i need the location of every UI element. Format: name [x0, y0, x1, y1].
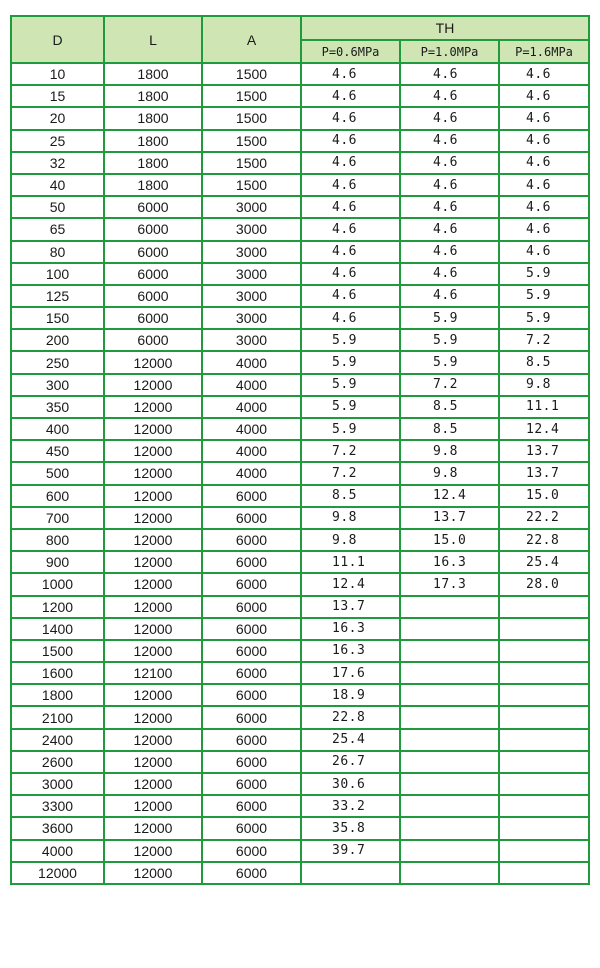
cell-th-1-0: 5.9: [400, 351, 499, 373]
cell-a: 3000: [202, 307, 301, 329]
cell-l: 12000: [104, 795, 202, 817]
cell-l: 12000: [104, 551, 202, 573]
cell-a: 6000: [202, 507, 301, 529]
cell-l: 1800: [104, 63, 202, 85]
cell-th-1-0: 5.9: [400, 329, 499, 351]
cell-a: 3000: [202, 263, 301, 285]
cell-l: 12000: [104, 640, 202, 662]
cell-th-0-6: 4.6: [301, 263, 400, 285]
header-a: A: [202, 16, 301, 63]
table-row: [11, 862, 589, 884]
table-row: [11, 218, 589, 240]
cell-d: 300: [11, 374, 104, 396]
table-row: [11, 152, 589, 174]
cell-th-0-6: 4.6: [301, 218, 400, 240]
cell-th-1-6: 5.9: [499, 307, 589, 329]
cell-th-0-6: 17.6: [301, 662, 400, 684]
cell-th-1-0: [400, 840, 499, 862]
cell-d: 450: [11, 440, 104, 462]
cell-a: 4000: [202, 396, 301, 418]
cell-a: 6000: [202, 551, 301, 573]
cell-th-1-0: [400, 684, 499, 706]
cell-th-1-6: 15.0: [499, 485, 589, 507]
table-row: [11, 729, 589, 751]
cell-th-1-6: 4.6: [499, 85, 589, 107]
cell-th-0-6: 4.6: [301, 285, 400, 307]
cell-d: 32: [11, 152, 104, 174]
header-l: L: [104, 16, 202, 63]
cell-d: 12000: [11, 862, 104, 884]
cell-d: 15: [11, 85, 104, 107]
cell-th-1-0: [400, 618, 499, 640]
cell-th-1-0: 5.9: [400, 307, 499, 329]
table-row: [11, 440, 589, 462]
cell-d: 1800: [11, 684, 104, 706]
table-row: [11, 573, 589, 595]
cell-l: 6000: [104, 263, 202, 285]
cell-l: 12000: [104, 418, 202, 440]
cell-th-0-6: 22.8: [301, 706, 400, 728]
table-row: [11, 107, 589, 129]
table-row: [11, 196, 589, 218]
cell-a: 4000: [202, 351, 301, 373]
cell-th-0-6: 13.7: [301, 596, 400, 618]
cell-d: 100: [11, 263, 104, 285]
cell-l: 6000: [104, 285, 202, 307]
cell-th-1-6: [499, 662, 589, 684]
cell-d: 50: [11, 196, 104, 218]
table-row: [11, 351, 589, 373]
cell-l: 12000: [104, 351, 202, 373]
cell-a: 6000: [202, 618, 301, 640]
cell-th-1-0: 4.6: [400, 241, 499, 263]
cell-th-0-6: 30.6: [301, 773, 400, 795]
cell-l: 12000: [104, 773, 202, 795]
cell-l: 12000: [104, 396, 202, 418]
cell-l: 12000: [104, 817, 202, 839]
table-row: [11, 462, 589, 484]
cell-th-1-0: 4.6: [400, 218, 499, 240]
cell-a: 1500: [202, 85, 301, 107]
cell-th-1-6: 9.8: [499, 374, 589, 396]
cell-d: 400: [11, 418, 104, 440]
cell-l: 1800: [104, 152, 202, 174]
header-pressure-1-6: P=1.6MPa: [499, 40, 589, 63]
cell-a: 3000: [202, 285, 301, 307]
table-row: [11, 507, 589, 529]
cell-th-0-6: 4.6: [301, 174, 400, 196]
cell-th-1-6: 4.6: [499, 107, 589, 129]
cell-a: 6000: [202, 485, 301, 507]
cell-th-1-0: [400, 751, 499, 773]
cell-th-0-6: 5.9: [301, 418, 400, 440]
cell-th-0-6: 7.2: [301, 462, 400, 484]
cell-th-1-0: [400, 706, 499, 728]
cell-th-1-0: 4.6: [400, 174, 499, 196]
cell-d: 1600: [11, 662, 104, 684]
cell-d: 125: [11, 285, 104, 307]
cell-d: 2100: [11, 706, 104, 728]
cell-a: 6000: [202, 662, 301, 684]
cell-th-1-0: 12.4: [400, 485, 499, 507]
cell-d: 600: [11, 485, 104, 507]
table-row: [11, 751, 589, 773]
cell-th-0-6: 4.6: [301, 85, 400, 107]
table-row: [11, 684, 589, 706]
cell-a: 6000: [202, 751, 301, 773]
cell-l: 6000: [104, 241, 202, 263]
table-row: [11, 596, 589, 618]
cell-th-1-0: [400, 773, 499, 795]
cell-th-0-6: 5.9: [301, 351, 400, 373]
cell-th-0-6: 7.2: [301, 440, 400, 462]
cell-th-0-6: 8.5: [301, 485, 400, 507]
table-row: [11, 307, 589, 329]
cell-th-0-6: 4.6: [301, 152, 400, 174]
cell-th-1-0: [400, 862, 499, 884]
cell-th-0-6: 18.9: [301, 684, 400, 706]
cell-th-1-6: 4.6: [499, 152, 589, 174]
table-row: [11, 396, 589, 418]
spec-table-container: [10, 15, 590, 885]
cell-l: 12100: [104, 662, 202, 684]
cell-d: 250: [11, 351, 104, 373]
cell-th-1-6: [499, 773, 589, 795]
cell-th-0-6: 11.1: [301, 551, 400, 573]
cell-a: 6000: [202, 840, 301, 862]
cell-l: 12000: [104, 573, 202, 595]
table-row: [11, 795, 589, 817]
cell-d: 3000: [11, 773, 104, 795]
cell-th-0-6: 4.6: [301, 130, 400, 152]
cell-l: 6000: [104, 307, 202, 329]
table-row: [11, 485, 589, 507]
cell-th-1-6: [499, 596, 589, 618]
cell-a: 6000: [202, 573, 301, 595]
cell-th-0-6: 35.8: [301, 817, 400, 839]
table-row: [11, 817, 589, 839]
cell-th-1-0: 7.2: [400, 374, 499, 396]
cell-a: 4000: [202, 418, 301, 440]
cell-th-1-6: 8.5: [499, 351, 589, 373]
cell-d: 500: [11, 462, 104, 484]
cell-d: 200: [11, 329, 104, 351]
table-row: [11, 329, 589, 351]
cell-th-0-6: 16.3: [301, 618, 400, 640]
cell-th-1-6: 7.2: [499, 329, 589, 351]
cell-th-1-6: [499, 751, 589, 773]
cell-th-1-0: [400, 640, 499, 662]
cell-th-0-6: 26.7: [301, 751, 400, 773]
cell-th-1-6: 22.8: [499, 529, 589, 551]
cell-th-1-0: 4.6: [400, 85, 499, 107]
cell-l: 12000: [104, 729, 202, 751]
cell-l: 12000: [104, 751, 202, 773]
cell-a: 3000: [202, 241, 301, 263]
header-th: TH: [301, 16, 589, 40]
cell-th-1-0: 15.0: [400, 529, 499, 551]
cell-th-1-6: 4.6: [499, 130, 589, 152]
cell-th-1-6: 4.6: [499, 196, 589, 218]
header-pressure-0-6: P=0.6MPa: [301, 40, 400, 63]
cell-th-1-6: [499, 795, 589, 817]
cell-d: 800: [11, 529, 104, 551]
cell-th-1-6: [499, 706, 589, 728]
cell-d: 350: [11, 396, 104, 418]
cell-d: 2400: [11, 729, 104, 751]
cell-th-1-0: 4.6: [400, 263, 499, 285]
cell-th-0-6: 9.8: [301, 529, 400, 551]
cell-th-0-6: 5.9: [301, 374, 400, 396]
cell-d: 2600: [11, 751, 104, 773]
cell-th-1-0: 4.6: [400, 196, 499, 218]
cell-d: 3300: [11, 795, 104, 817]
cell-a: 6000: [202, 862, 301, 884]
cell-th-1-6: 5.9: [499, 263, 589, 285]
cell-th-1-6: 5.9: [499, 285, 589, 307]
cell-d: 40: [11, 174, 104, 196]
cell-a: 3000: [202, 196, 301, 218]
cell-l: 12000: [104, 596, 202, 618]
cell-d: 10: [11, 63, 104, 85]
cell-th-1-0: 17.3: [400, 573, 499, 595]
table-row: [11, 130, 589, 152]
cell-th-0-6: 12.4: [301, 573, 400, 595]
cell-l: 6000: [104, 218, 202, 240]
cell-th-1-6: [499, 840, 589, 862]
cell-th-0-6: 9.8: [301, 507, 400, 529]
cell-a: 6000: [202, 795, 301, 817]
cell-l: 1800: [104, 174, 202, 196]
cell-d: 1200: [11, 596, 104, 618]
cell-th-1-0: 8.5: [400, 418, 499, 440]
cell-d: 80: [11, 241, 104, 263]
cell-th-0-6: 5.9: [301, 329, 400, 351]
header-d: D: [11, 16, 104, 63]
cell-a: 4000: [202, 462, 301, 484]
table-row: [11, 773, 589, 795]
cell-th-1-6: [499, 618, 589, 640]
cell-th-1-6: 28.0: [499, 573, 589, 595]
cell-th-1-0: [400, 729, 499, 751]
cell-th-1-6: 11.1: [499, 396, 589, 418]
cell-th-1-0: [400, 662, 499, 684]
table-row: [11, 840, 589, 862]
cell-th-1-0: 4.6: [400, 130, 499, 152]
cell-a: 4000: [202, 374, 301, 396]
spec-table: [10, 15, 590, 885]
cell-th-1-6: 4.6: [499, 218, 589, 240]
cell-d: 3600: [11, 817, 104, 839]
cell-th-0-6: [301, 862, 400, 884]
cell-a: 6000: [202, 706, 301, 728]
cell-d: 20: [11, 107, 104, 129]
cell-d: 1500: [11, 640, 104, 662]
cell-d: 900: [11, 551, 104, 573]
table-row: [11, 640, 589, 662]
cell-th-0-6: 4.6: [301, 241, 400, 263]
table-row: [11, 418, 589, 440]
cell-th-1-0: 16.3: [400, 551, 499, 573]
cell-th-1-0: 13.7: [400, 507, 499, 529]
cell-th-1-6: 13.7: [499, 440, 589, 462]
cell-th-1-6: [499, 862, 589, 884]
table-row: [11, 618, 589, 640]
cell-d: 4000: [11, 840, 104, 862]
table-row: [11, 551, 589, 573]
cell-th-0-6: 4.6: [301, 107, 400, 129]
cell-th-1-6: 4.6: [499, 241, 589, 263]
cell-th-1-0: 4.6: [400, 107, 499, 129]
table-row: [11, 662, 589, 684]
cell-a: 3000: [202, 218, 301, 240]
cell-th-1-6: 4.6: [499, 63, 589, 85]
cell-th-1-0: [400, 795, 499, 817]
cell-a: 4000: [202, 440, 301, 462]
cell-a: 6000: [202, 529, 301, 551]
cell-th-1-6: [499, 684, 589, 706]
table-row: [11, 706, 589, 728]
cell-l: 6000: [104, 196, 202, 218]
cell-th-1-6: 13.7: [499, 462, 589, 484]
cell-l: 12000: [104, 840, 202, 862]
table-row: [11, 263, 589, 285]
cell-th-1-0: 9.8: [400, 440, 499, 462]
cell-l: 12000: [104, 706, 202, 728]
cell-l: 1800: [104, 130, 202, 152]
cell-a: 6000: [202, 817, 301, 839]
table-row: [11, 285, 589, 307]
cell-th-0-6: 33.2: [301, 795, 400, 817]
cell-l: 12000: [104, 374, 202, 396]
cell-l: 12000: [104, 684, 202, 706]
cell-d: 700: [11, 507, 104, 529]
cell-d: 65: [11, 218, 104, 240]
table-row: [11, 85, 589, 107]
cell-d: 1000: [11, 573, 104, 595]
table-header: [11, 16, 589, 63]
cell-th-0-6: 25.4: [301, 729, 400, 751]
cell-a: 3000: [202, 329, 301, 351]
cell-th-1-6: 12.4: [499, 418, 589, 440]
cell-d: 25: [11, 130, 104, 152]
cell-th-0-6: 39.7: [301, 840, 400, 862]
cell-l: 12000: [104, 507, 202, 529]
cell-l: 1800: [104, 85, 202, 107]
cell-th-1-6: [499, 817, 589, 839]
cell-l: 12000: [104, 440, 202, 462]
cell-a: 1500: [202, 174, 301, 196]
cell-th-0-6: 5.9: [301, 396, 400, 418]
cell-l: 12000: [104, 529, 202, 551]
cell-th-1-0: [400, 817, 499, 839]
cell-a: 1500: [202, 107, 301, 129]
table-row: [11, 529, 589, 551]
cell-l: 6000: [104, 329, 202, 351]
cell-th-1-0: 4.6: [400, 63, 499, 85]
cell-a: 1500: [202, 63, 301, 85]
cell-d: 150: [11, 307, 104, 329]
cell-th-1-0: 4.6: [400, 285, 499, 307]
cell-l: 12000: [104, 462, 202, 484]
cell-a: 6000: [202, 596, 301, 618]
table-body: [11, 63, 589, 884]
cell-th-1-6: 25.4: [499, 551, 589, 573]
cell-a: 6000: [202, 773, 301, 795]
cell-th-1-6: [499, 640, 589, 662]
cell-a: 6000: [202, 640, 301, 662]
cell-l: 12000: [104, 862, 202, 884]
cell-th-1-6: 22.2: [499, 507, 589, 529]
table-row: [11, 241, 589, 263]
cell-a: 6000: [202, 729, 301, 751]
cell-th-0-6: 4.6: [301, 307, 400, 329]
cell-a: 1500: [202, 130, 301, 152]
cell-th-0-6: 16.3: [301, 640, 400, 662]
cell-th-1-6: [499, 729, 589, 751]
cell-th-1-0: 9.8: [400, 462, 499, 484]
table-row: [11, 63, 589, 85]
cell-th-1-0: 4.6: [400, 152, 499, 174]
cell-a: 6000: [202, 684, 301, 706]
cell-th-1-6: 4.6: [499, 174, 589, 196]
cell-l: 1800: [104, 107, 202, 129]
cell-th-1-0: [400, 596, 499, 618]
header-pressure-1-0: P=1.0MPa: [400, 40, 499, 63]
cell-th-1-0: 8.5: [400, 396, 499, 418]
table-row: [11, 174, 589, 196]
cell-th-0-6: 4.6: [301, 196, 400, 218]
table-row: [11, 374, 589, 396]
cell-a: 1500: [202, 152, 301, 174]
cell-l: 12000: [104, 618, 202, 640]
cell-l: 12000: [104, 485, 202, 507]
cell-th-0-6: 4.6: [301, 63, 400, 85]
cell-d: 1400: [11, 618, 104, 640]
